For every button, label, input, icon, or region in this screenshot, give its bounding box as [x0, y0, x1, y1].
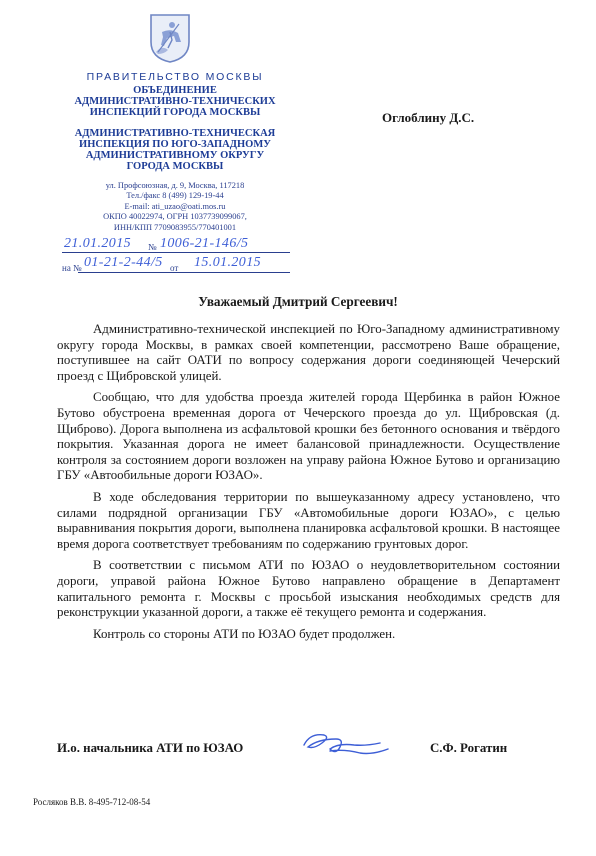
org-line: ИНСПЕКЦИЯ ПО ЮГО-ЗАПАДНОМУ	[79, 139, 271, 150]
outgoing-date: 21.01.2015	[64, 236, 131, 251]
moscow-coat-of-arms-icon	[148, 12, 192, 64]
paragraph: Контроль со стороны АТИ по ЮЗАО будет продолжен.	[93, 626, 396, 641]
incoming-number-prefix: на №	[62, 263, 82, 273]
salutation: Уважаемый Дмитрий Сергеевич!	[198, 294, 398, 309]
outgoing-reg-line	[62, 252, 290, 253]
org-line: АДМИНИСТРАТИВНО-ТЕХНИЧЕСКИХ	[74, 96, 276, 107]
organization-name	[60, 85, 290, 118]
contact-email: E-mail: ati_uzao@oati.mos.ru	[124, 201, 226, 211]
org-line: ОБЪЕДИНЕНИЕ	[133, 85, 217, 96]
signatory-name: С.Ф. Рогатин	[430, 741, 508, 755]
paragraph: Сообщаю, что для удобства проезда жителей города Щербинка в район Южное Бутово обустроена временная дорога от Чечерского проезда до ул. Щибровская (д. Щиброво). Дорога выполнена из асфальтовой крошки без бетонного основания и твёрдого покрытия. Указанная дорога не имеет балансовой принадлежности. Осуществление контроля за состоянием дороги возложен на управу района Южное Бутово и организацию ГБУ «Автообильные дороги ЮЗАО».	[57, 390, 560, 483]
letter-body	[57, 322, 560, 648]
executor-contact: Росляков В.В. 8-495-712-08-54	[33, 797, 151, 807]
org-line: АДМИНИСТРАТИВНОМУ ОКРУГУ	[85, 150, 265, 161]
signatory-title: И.о. начальника АТИ по ЮЗАО	[57, 741, 244, 755]
inspection-name	[60, 128, 290, 172]
handwritten-signature-icon	[300, 725, 392, 761]
incoming-reg-line	[78, 272, 290, 273]
contact-okpo: ОКПО 40022974, ОГРН 1037739099067,	[103, 212, 247, 222]
incoming-date-prefix: от	[170, 263, 179, 273]
contact-inn: ИНН/КПП 7709083955/770401001	[113, 222, 237, 232]
org-line: ГОРОДА МОСКВЫ	[126, 161, 224, 172]
paragraph: В ходе обследования территории по вышеуказанному адресу установлено, что силами подрядной организации ГБУ «Автомобильные дороги ЮЗАО», с целью выравнивания покрытия дороги, выполнена планировка асфальтовой крошки. В настоящее время дорога соответствует требованиям по содержанию грунтовых дорог.	[57, 489, 560, 551]
paragraph: Административно-технической инспекцией по Юго-Западному административному округу города Москвы, в рамках своей компетенции, рассмотрено Ваше обращение, поступившее на сайт ОАТИ по вопросу содержания дороги соединяющей Чечерский проезд с Щибровской улицей.	[57, 322, 560, 383]
paragraph: В соответствии с письмом АТИ по ЮЗАО о неудовлетворительном состоянии дороги, управой района Южное Бутово направлено обращение в Департамент капитального ремонта г. Москвы с просьбой изыскания необходимых средств для реконструкции указанной дороги, а также её текущего ремонта и содержания.	[57, 558, 560, 620]
contact-phone: Тел./факс 8 (499) 129-19-44	[126, 191, 224, 201]
outgoing-number: 1006-21-146/5	[160, 236, 249, 251]
incoming-date: 15.01.2015	[194, 255, 261, 270]
addressee: Оглоблину Д.С.	[382, 110, 475, 125]
contact-address: ул. Профсоюзная, д. 9, Москва, 117218	[105, 181, 245, 190]
government-name: ПРАВИТЕЛЬСТВО МОСКВЫ	[86, 71, 264, 83]
incoming-number: 01-21-2-44/5	[84, 255, 163, 270]
contact-block	[70, 181, 280, 233]
outgoing-number-prefix: №	[148, 242, 157, 252]
org-line: ИНСПЕКЦИЙ ГОРОДА МОСКВЫ	[89, 107, 261, 118]
org-line: АДМИНИСТРАТИВНО-ТЕХНИЧЕСКАЯ	[74, 128, 276, 139]
